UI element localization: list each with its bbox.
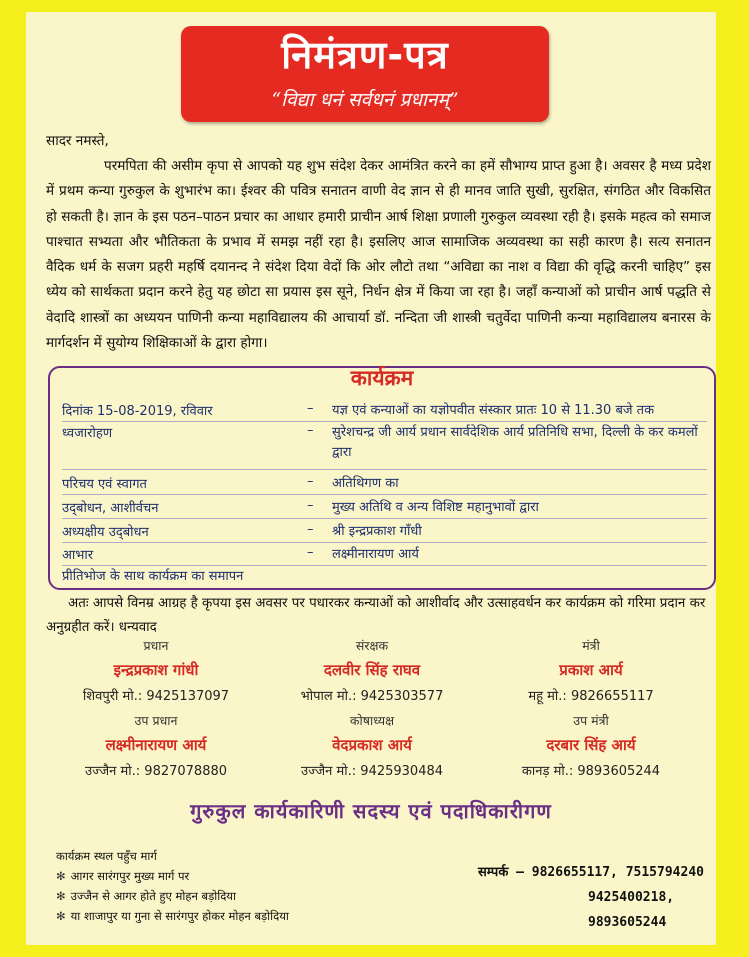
route-title: कार्यक्रम स्थल पहुँच मार्ग bbox=[56, 849, 157, 863]
official-president bbox=[46, 637, 266, 704]
official-role: कोषाध्यक्ष bbox=[349, 713, 395, 728]
official-treasurer bbox=[262, 712, 482, 779]
program-row bbox=[62, 474, 707, 495]
contact-info bbox=[478, 860, 716, 935]
program-label: उद्‌बोधन, आशीर्वचन bbox=[62, 501, 159, 516]
official-vice-president bbox=[46, 712, 266, 779]
program-value: लक्ष्मीनारायण आर्य bbox=[332, 547, 419, 562]
official-phone: भोपाल मो.: 9425303577 bbox=[300, 689, 444, 704]
closing-body: अतः आपसे विनम्र आग्रह है कृपया इस अवसर पर पधारकर कन्याओं को आशीर्वाद और उत्साहवर्धन कर कार्यक्रम को गरिमा प्रदान कर अनुग्रहीत करें। धन्यवाद bbox=[46, 596, 706, 635]
program-row bbox=[62, 522, 707, 543]
program-row bbox=[62, 545, 707, 566]
program-value: सुरेशचन्द्र जी आर्य प्रधान सार्वदेशिक आर्य प्रतिनिधि सभा, दिल्ली के कर कमलों द्वारा bbox=[332, 425, 698, 460]
asterisk-icon: ✻ bbox=[56, 909, 66, 923]
program-label: ध्वजारोहण bbox=[62, 426, 113, 441]
program-value: यज्ञ एवं कन्याओं का यज्ञोपवीत संस्कार प्रातः 10 से 11.30 बजे तक bbox=[332, 403, 655, 418]
route-text: उज्जैन से आगर होते हुए मोहन बड़ोदिया bbox=[70, 889, 236, 903]
dash: – bbox=[307, 423, 314, 438]
official-phone: उज्जैन मो.: 9827078880 bbox=[84, 764, 228, 779]
official-phone: महू मो.: 9826655117 bbox=[528, 689, 654, 704]
paragraph-text: परमपिता की असीम कृपा से आपको यह शुभ संदेश देकर आमंत्रित करने का हमें सौभाग्य प्राप्त हुआ है। अवसर है मध्य प्रदेश में प्रथम कन्या गुरुकुल के शुभारंभ का। ईश्वर की पवित्र सनातन वाणी वेद ज्ञान से ही मानव जाति सुखी, सुरक्षित, संगठित और विकसित हो सकती है। ज्ञान के इस पठन–पाठन प्रचार का आधार हमारी प्राचीन आर्ष शिक्षा प्रणाली गुरुकुल व्यवस्था रही है। इसके महत्व को समाज पाश्चात सभ्यता और भौतिकता के प्रभाव में समझ नहीं रहा है। इसलिए आज सामाजिक अव्यवस्था का सही कारण है। सत्य सनातन वैदिक धर्म के सजग प्रहरी महर्षि दयानन्द ने संदेश दिया वेदों कि ओर लौटो तथा “अविद्या का नाश व विद्या की वृद्धि करनी चाहिए” इस ध्येय को सार्थकता प्रदान करने हेतु यह छोटा सा प्रयास इस सूने, निर्धन क्षेत्र में किया जा रहा है। जहाँ कन्याओं को प्राचीन आर्ष पद्धति से वेदादि शास्त्रों का अध्ययन पाणिनी कन्या महाविद्यालय की आचार्या डॉ. नन्दिता जी शास्त्री चतुर्वेदा पाणिनी कन्या महाविद्यालय बनारस के मार्गदर्शन में सुयोग्य शिक्षिकाओं के द्वारा होगा। bbox=[46, 158, 711, 352]
official-name: दरबार सिंह आर्य bbox=[546, 736, 636, 754]
route-item bbox=[56, 866, 289, 886]
route-text: या शाजापुर या गुना से सारंगपुर होकर मोहन बड़ोदिया bbox=[70, 909, 289, 923]
asterisk-icon: ✻ bbox=[56, 889, 66, 903]
program-row bbox=[62, 498, 707, 519]
program-row-last bbox=[62, 566, 707, 586]
official-secretary bbox=[481, 637, 701, 704]
title-banner bbox=[181, 26, 549, 122]
invitation-paragraph bbox=[46, 154, 711, 356]
official-role: मंत्री bbox=[582, 638, 600, 653]
invitation-card bbox=[26, 12, 716, 945]
official-phone: उज्जैन मो.: 9425930484 bbox=[300, 764, 444, 779]
program-row bbox=[62, 401, 707, 422]
program-label: आभार bbox=[62, 548, 94, 563]
program-value: श्री इन्द्रप्रकाश गाँधी bbox=[332, 524, 422, 539]
official-name: लक्ष्मीनारायण आर्य bbox=[105, 736, 207, 754]
program-value: अतिथिगण का bbox=[332, 476, 399, 491]
dash: – bbox=[307, 401, 314, 416]
program-box bbox=[48, 366, 716, 590]
asterisk-icon: ✻ bbox=[56, 869, 66, 883]
route-item bbox=[56, 886, 289, 906]
dash: – bbox=[307, 522, 314, 537]
program-label: दिनांक 15-08-2019, रविवार bbox=[62, 404, 213, 419]
dash: – bbox=[307, 498, 314, 513]
page-title: निमंत्रण-पत्र bbox=[281, 33, 449, 77]
official-phone: कानड़ मो.: 9893605244 bbox=[521, 764, 661, 779]
motto: “विद्या धनं सर्वधनं प्रधानम्” bbox=[271, 89, 459, 111]
closing-text bbox=[46, 592, 711, 640]
official-patron bbox=[262, 637, 482, 704]
program-label: परिचय एवं स्वागत bbox=[62, 477, 147, 492]
program-closing: प्रीतिभोज के साथ कार्यक्रम का समापन bbox=[62, 569, 244, 584]
route-text: आगर सारंगपुर मुख्य मार्ग पर bbox=[70, 869, 190, 883]
program-title: कार्यक्रम bbox=[350, 366, 414, 390]
official-phone: शिवपुरी मो.: 9425137097 bbox=[82, 689, 230, 704]
official-role: उप प्रधान bbox=[134, 713, 178, 728]
official-name: प्रकाश आर्य bbox=[559, 661, 623, 679]
official-role: संरक्षक bbox=[355, 638, 389, 653]
committee-title: गुरुकुल कार्यकारिणी सदस्य एवं पदाधिकारीगण bbox=[190, 799, 552, 823]
program-label: अध्यक्षीय उद्‌बोधन bbox=[62, 525, 149, 540]
route-item bbox=[56, 906, 289, 926]
dash: – bbox=[307, 545, 314, 560]
program-row bbox=[62, 423, 707, 470]
contact-line: 9425400218, 9893605244 bbox=[588, 890, 675, 930]
route-directions bbox=[56, 846, 289, 926]
official-role: उप मंत्री bbox=[573, 713, 609, 728]
program-value: मुख्य अतिथि व अन्य विशिष्ट महानुभावों द्वारा bbox=[332, 500, 539, 515]
official-role: प्रधान bbox=[143, 638, 169, 653]
contact-line: सम्पर्क – 9826655117, 7515794240 bbox=[478, 865, 704, 880]
official-name: वेदप्रकाश आर्य bbox=[332, 736, 412, 754]
official-name: इन्द्रप्रकाश गांधी bbox=[113, 661, 199, 679]
greeting: सादर नमस्ते, bbox=[46, 133, 109, 149]
official-name: दलवीर सिंह राघव bbox=[323, 661, 421, 679]
dash: – bbox=[307, 474, 314, 489]
official-deputy-secretary bbox=[481, 712, 701, 779]
